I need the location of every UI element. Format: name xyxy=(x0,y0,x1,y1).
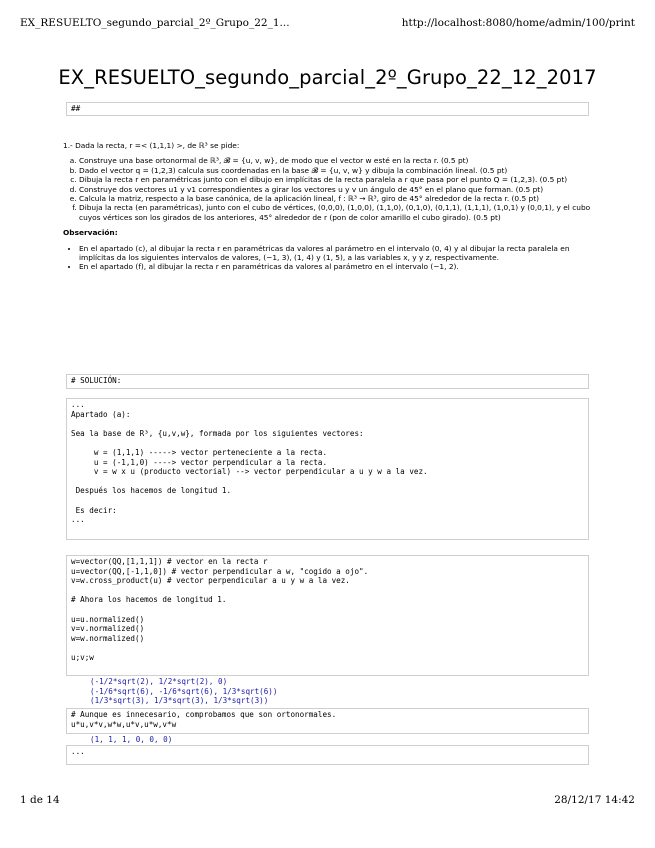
problem-item-b: b. Dado el vector q = (1,2,3) calcula sus coordenadas en la base 𝓑 = {u, v, w} y dibuja la combinación lineal. (0.5 pt) xyxy=(79,166,593,175)
text-cell-apartado-a[interactable]: ... Apartado (a): Sea la base de R³, {u,v,w}, formada por los siguientes vectores: w = (1,1,1) -----> vector perteneciente a la recta. u = (-1,1,0) ----> vector perpendicular a la recta. v = w x u (producto vectorial) --> vector perpendicular a u y w a la vez. Después los hacemos de longitud 1. Es decir: ... xyxy=(66,398,589,540)
problem-statement xyxy=(63,141,593,272)
problem-item-d: d. Construye dos vectores u1 y v1 correspondientes a girar los vectores u y v un ángulo de 45° en el plano que forman. (0.5 pt) xyxy=(79,185,593,194)
output-check: (1, 1, 1, 0, 0, 0) xyxy=(90,735,173,744)
text-cell-next[interactable]: ... xyxy=(66,745,589,765)
browser-tab-title: EX_RESUELTO_segundo_parcial_2º_Grupo_22_1... xyxy=(20,17,290,29)
markdown-cell-solucion[interactable]: # SOLUCIÓN: xyxy=(66,374,589,389)
observacion-item-f: • En el apartado (f), al dibujar la recta r en paramétricas da valores al parámetro en el intervalo (−1, 2). xyxy=(79,262,593,271)
problem-items xyxy=(63,156,593,222)
output-uvw: (-1/2*sqrt(2), 1/2*sqrt(2), 0) (-1/6*sqrt(6), -1/6*sqrt(6), 1/3*sqrt(6)) (1/3*sqrt(3), 1/3*sqrt(3), 1/3*sqrt(3)) xyxy=(90,677,278,706)
code-cell-check[interactable]: # Aunque es innecesario, comprobamos que son ortonormales. u*u,v*v,w*w,u*v,u*w,v*w xyxy=(66,708,589,734)
problem-item-f: f. Dibuja la recta (en paramétricas), junto con el cubo de vértices, (0,0,0), (1,0,0), (1,1,0), (0,1,0), (0,1,1), (1,1,1), (1,0,1) y (0,0,1), y el cubo cuyos vértices son los girados de los anteriores, 45° alrededor de r (pon de color amarillo el cubo girado). (0.5 pt) xyxy=(79,203,593,222)
code-cell-base[interactable]: w=vector(QQ,[1,1,1]) # vector en la recta r u=vector(QQ,[-1,1,0]) # vector perpendicular a w, "cogido a ojo". v=w.cross_product(u) # vector perpendicular a u y w a la vez. # Ahora los hacemos de longitud 1. u=u.normalized() v=v.normalized() w=w.normalized() u;v;w xyxy=(66,555,589,676)
observacion-items xyxy=(63,244,593,272)
observacion-item-c: • En el apartado (c), al dibujar la recta r en paramétricas da valores al parámetro en el intervalo (0, 4) y al dibujar la recta paralela en implícitas da los siguientes intervalos de valores, (−1, 3), (1, 4) y (1, 5), a las variables x, y y z, respectivamente. xyxy=(79,244,593,263)
problem-item-c: c. Dibuja la recta r en paramétricas junto con el dibujo en implícitas de la recta paralela a r que pasa por el punto Q = (1,2,3). (0.5 pt) xyxy=(79,175,593,184)
observacion-heading: Observación: xyxy=(63,228,118,238)
worksheet-title: EX_RESUELTO_segundo_parcial_2º_Grupo_22_12_2017 xyxy=(58,66,597,89)
problem-intro: 1.- Dada la recta, r =< (1,1,1) >, de ℝ³ se pide: xyxy=(63,141,240,150)
page-counter: 1 de 14 xyxy=(20,794,60,806)
markdown-cell-hash[interactable]: ## xyxy=(66,102,589,116)
print-datetime: 28/12/17 14:42 xyxy=(554,794,635,806)
problem-item-a: a. Construye una base ortonormal de ℝ³, 𝓑 = {u, v, w}, de modo que el vector w esté en la recta r. (0.5 pt) xyxy=(79,156,593,165)
page-url: http://localhost:8080/home/admin/100/print xyxy=(401,17,635,29)
problem-item-e: e. Calcula la matriz, respecto a la base canónica, de la aplicación lineal, f : ℝ³ → ℝ³, giro de 45° alrededor de la recta r. (0.5 pt) xyxy=(79,194,593,203)
